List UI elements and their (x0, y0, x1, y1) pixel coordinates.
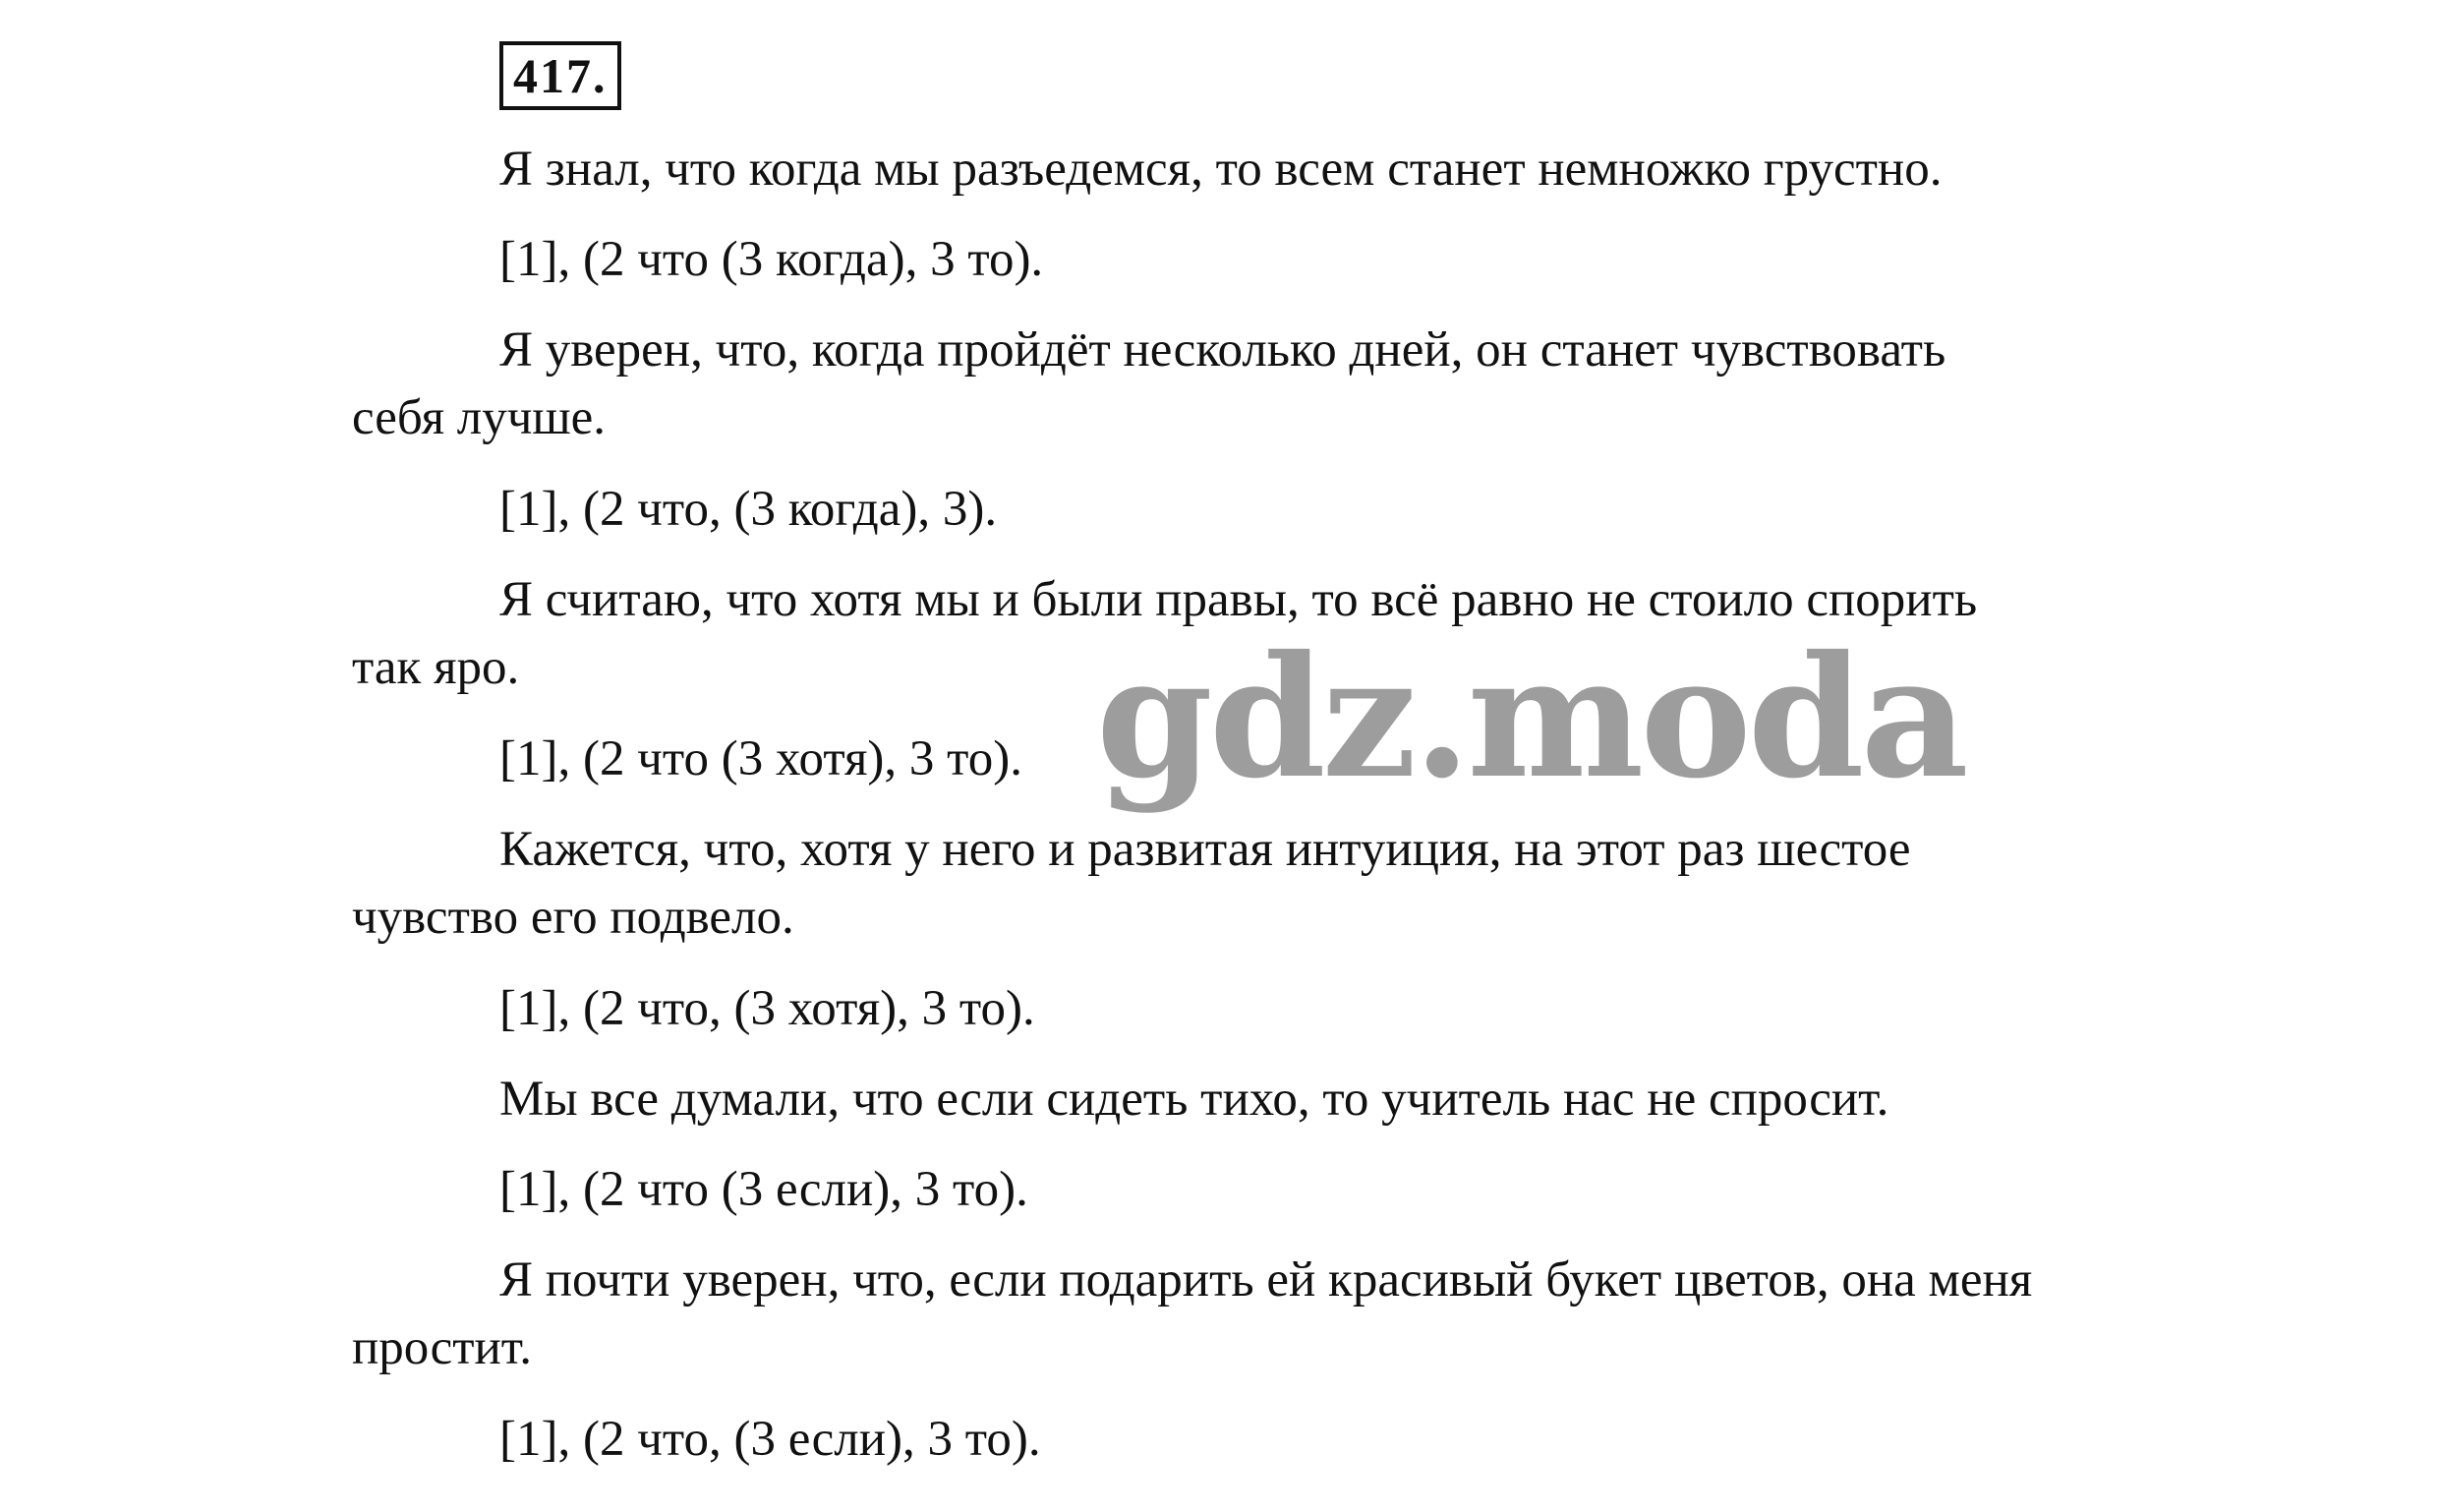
sentence-6-line-1: Я почти уверен, что, если подарить ей красивый букет цветов, она меня (499, 1252, 2033, 1308)
sentence-3-line-1: Я считаю, что хотя мы и были правы, то всё равно не стоило спорить (499, 572, 1978, 627)
scheme-2: [1], (2 что, (3 когда), 3). (499, 482, 998, 537)
scheme-3: [1], (2 что (3 хотя), 3 то). (499, 731, 1022, 786)
scheme-6: [1], (2 что, (3 если), 3 то). (499, 1412, 1041, 1467)
sentence-6-line-2: простит. (352, 1320, 532, 1375)
scheme-4: [1], (2 что, (3 хотя), 3 то). (499, 981, 1035, 1036)
sentence-4-line-2: чувство его подвело. (352, 890, 794, 945)
scheme-5: [1], (2 что (3 если), 3 то). (499, 1162, 1028, 1217)
sentence-5: Мы все думали, что если сидеть тихо, то учитель нас не спросит. (499, 1072, 1889, 1127)
sentence-2-line-1: Я уверен, что, когда пройдёт несколько дней, он станет чувствовать (499, 322, 1946, 378)
sentence-4-line-1: Кажется, что, хотя у него и развитая интуиция, на этот раз шестое (499, 822, 1911, 877)
watermark-logo: gdz.moda (1096, 619, 1965, 816)
sentence-3-line-2: так яро. (352, 640, 520, 695)
scheme-1: [1], (2 что (3 когда), 3 то). (499, 232, 1044, 287)
sentence-1: Я знал, что когда мы разъедемся, то всем станет немножко грустно. (499, 142, 1943, 197)
sentence-2-line-2: себя лучше. (352, 390, 607, 445)
exercise-number: 417. (499, 41, 621, 110)
